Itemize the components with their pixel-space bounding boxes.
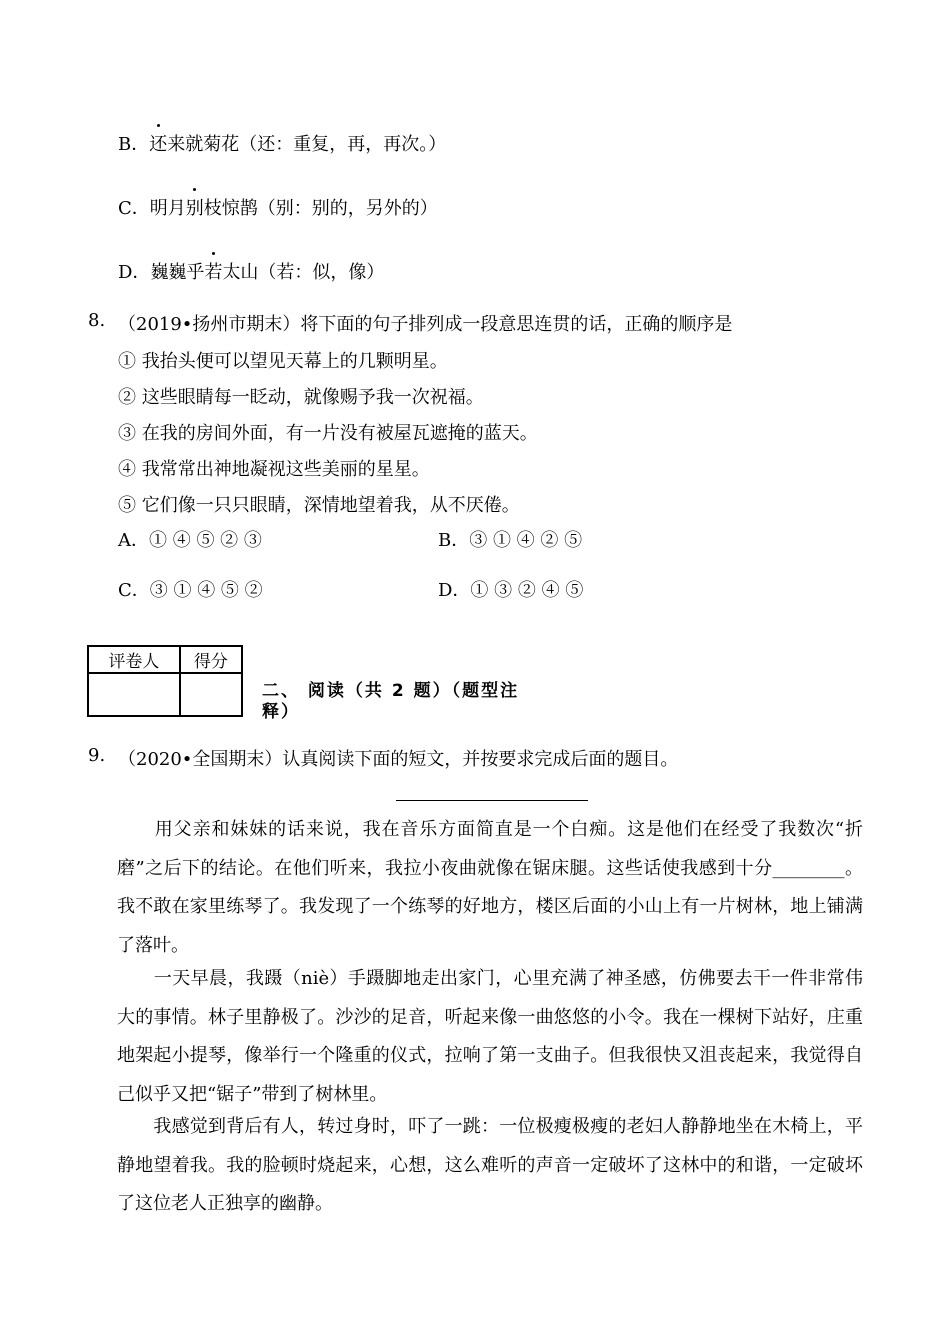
q7-option-c xyxy=(118,194,438,220)
passage-title-blank xyxy=(396,800,588,801)
q8-sentence-2: ② 这些眼睛每一眨动，就像赐予我一次祝福。 xyxy=(118,387,484,408)
q7-option-c-emphasis: 别 xyxy=(186,194,204,220)
passage-paragraph-1: 用父亲和妹妹的话来说，我在音乐方面简直是一个白痴。这是他们在经受了我数次“折磨”之后下的结论。在他们听来，我拉小夜曲就像在锯床腿。这些话使我感到十分________。我不敢在家里练琴了。我发现了一个练琴的好地方，楼区后面的小山上有一片树林，地上铺满了落叶。 xyxy=(117,819,863,956)
q7-option-b-label: B． xyxy=(118,134,150,155)
q7-option-c-before: 明月 xyxy=(149,198,186,219)
score-table-reviewer-header: 评卷人 xyxy=(88,646,180,673)
q8-option-a: A．① ④ ⑤ ② ③ xyxy=(118,530,262,551)
q7-option-d xyxy=(118,258,384,284)
q9-stem: （2020•全国期末）认真阅读下面的短文，并按要求完成后面的题目。 xyxy=(118,749,679,770)
q8-sentence-4: ④ 我常常出神地凝视这些美丽的星星。 xyxy=(118,459,430,480)
q8-option-c: C．③ ① ④ ⑤ ② xyxy=(118,580,263,601)
q8-stem: （2019•扬州市期末）将下面的句子排列成一段意思连贯的话，正确的顺序是 xyxy=(118,314,733,335)
passage-paragraph-2: 一天早晨，我蹑（niè）手蹑脚地走出家门，心里充满了神圣感，仿佛要去干一件非常伟大的事情。林子里静极了。沙沙的足音，听起来像一曲悠悠的小令。我在一棵树下站好，庄重地架起小提琴，像举行一个隆重的仪式，拉响了第一支曲子。但我很快又沮丧起来，我觉得自己似乎又把“锯子”带到了树林里。 xyxy=(117,968,863,1105)
q8-sentence-5: ⑤ 它们像一只只眼睛，深情地望着我，从不厌倦。 xyxy=(118,495,520,516)
score-table-score-header: 得分 xyxy=(180,646,242,673)
q8-option-d: D．① ③ ② ④ ⑤ xyxy=(438,580,584,601)
score-table-score-cell xyxy=(180,673,242,716)
q7-option-d-label: D． xyxy=(118,262,151,283)
q7-option-b-emphasis: 还 xyxy=(149,130,167,156)
q8-sentence-1: ① 我抬头便可以望见天幕上的几颗明星。 xyxy=(118,351,448,372)
section-2-title-line-2: 释） xyxy=(262,702,300,722)
q8-number: 8. xyxy=(88,310,106,331)
q7-option-b-after: 来就菊花（还：重复，再，再次。） xyxy=(167,134,447,155)
q7-option-d-before: 巍巍乎 xyxy=(150,262,205,283)
score-table xyxy=(87,645,243,717)
q7-option-b xyxy=(118,130,446,156)
q9-number: 9. xyxy=(88,745,106,766)
q7-option-d-after: 太山（若：似，像） xyxy=(222,262,385,283)
q7-option-c-label: C． xyxy=(118,198,150,219)
passage-paragraph-3: 我感觉到背后有人，转过身时，吓了一跳：一位极瘦极瘦的老妇人静静地坐在木椅上，平静地望着我。我的脸顿时烧起来，心想，这么难听的声音一定破坏了这林中的和谐，一定破坏了这位老人正独享的幽静。 xyxy=(117,1116,863,1214)
q7-option-c-after: 枝惊鹊（别：别的，另外的） xyxy=(203,198,438,219)
score-table-reviewer-cell xyxy=(88,673,180,716)
section-2-title-line-1: 二、 阅读（共 2 题）（题型注 xyxy=(262,681,520,701)
q8-sentence-3: ③ 在我的房间外面，有一片没有被屋瓦遮掩的蓝天。 xyxy=(118,423,538,444)
q7-option-d-emphasis: 若 xyxy=(204,258,222,284)
q8-option-b: B．③ ① ④ ② ⑤ xyxy=(438,530,583,551)
